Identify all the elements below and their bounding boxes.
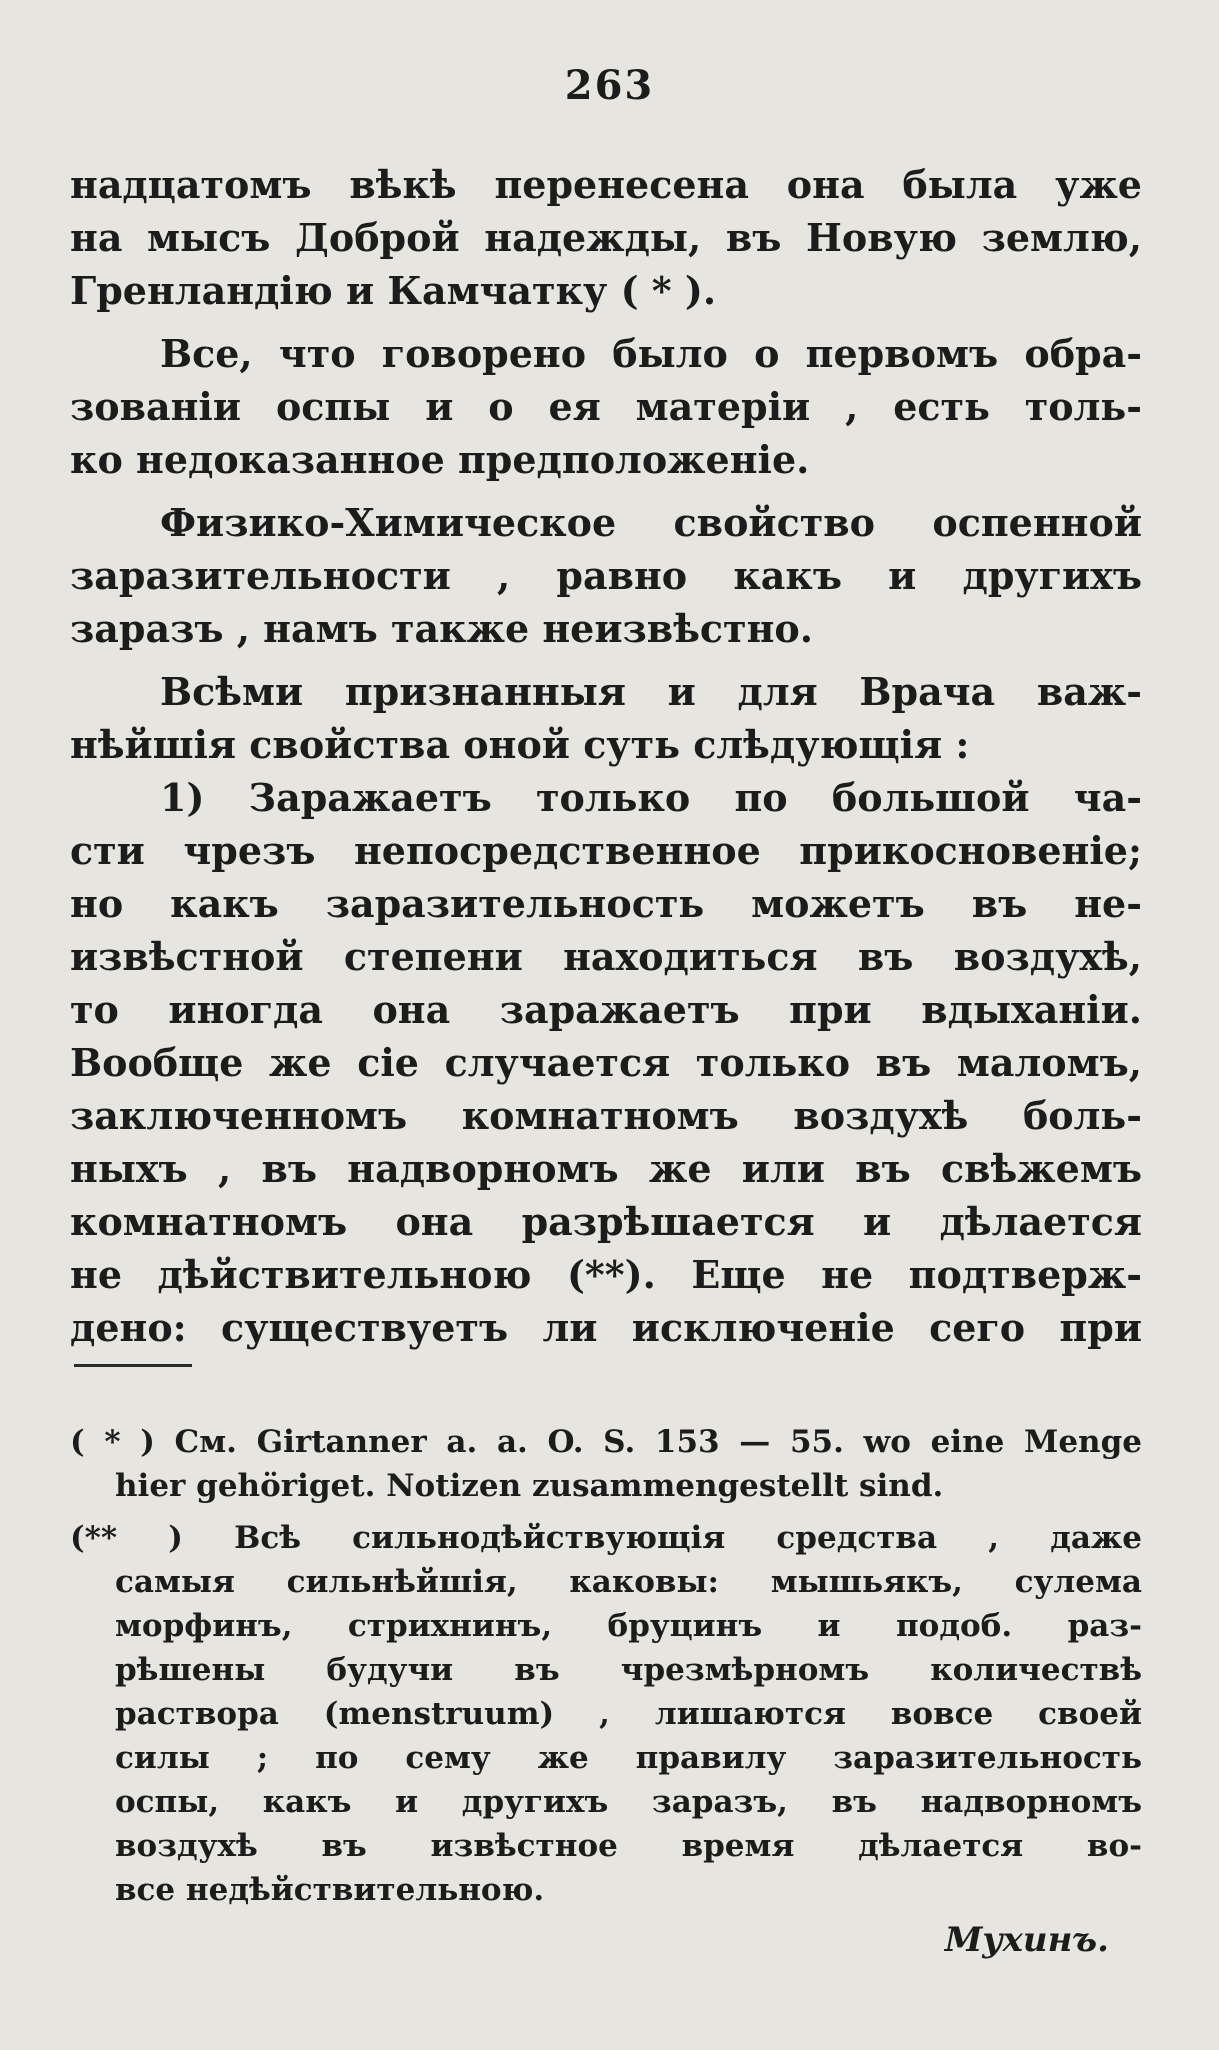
text-line: ко недоказанное предположеніе. bbox=[70, 437, 810, 482]
text-line: не дѣйствительною (**). Еще не подтверж- bbox=[70, 1252, 1142, 1297]
footnote-line: раствора (menstruum) , лишаются вовсе своей bbox=[115, 1696, 1142, 1732]
footnote-line: ( * ) См. Girtanner a. a. O. S. 153 — 55. wo eine Menge bbox=[70, 1424, 1142, 1460]
author-signature: Мухинъ. bbox=[944, 1920, 1109, 1960]
text-line: извѣстной степени находиться въ воздухѣ, bbox=[70, 934, 1142, 979]
footnote-line: морфинъ, стрихнинъ, бруцинъ и подоб. раз- bbox=[115, 1608, 1142, 1644]
paragraph bbox=[70, 665, 1142, 771]
footnote-line: рѣшены будучи въ чрезмѣрномъ количествѣ bbox=[115, 1652, 1142, 1688]
footnote-line: оспы, какъ и другихъ заразъ, въ надворномъ bbox=[115, 1784, 1142, 1820]
main-text bbox=[70, 158, 1142, 1354]
footnote-line: hier gehöriget. Notizen zusammengestellt sind. bbox=[115, 1468, 944, 1504]
text-line: заключенномъ комнатномъ воздухѣ боль- bbox=[70, 1093, 1142, 1138]
paragraph bbox=[70, 496, 1142, 655]
footnote-line: силы ; по сему же правилу заразительность bbox=[115, 1740, 1142, 1776]
text-line: заразительности , равно какъ и другихъ bbox=[70, 553, 1142, 598]
text-line: надцатомъ вѣкѣ перенесена она была уже bbox=[70, 162, 1142, 207]
footnote-line: воздухѣ въ извѣстное время дѣлается во- bbox=[115, 1828, 1142, 1864]
footnotes bbox=[70, 1420, 1142, 1920]
text-line: дено: существуетъ ли исключеніе сего при bbox=[70, 1305, 1142, 1350]
footnote-line: все недѣйствительною. bbox=[115, 1872, 545, 1908]
footnote-line: самыя сильнѣйшія, каковы: мышьякъ, сулема bbox=[115, 1564, 1142, 1600]
text-line: Гренландію и Камчатку ( * ). bbox=[70, 268, 717, 313]
text-line: Все, что говорено было о первомъ обра- bbox=[160, 331, 1142, 376]
text-line: Физико-Химическое свойство оспенной bbox=[160, 500, 1142, 545]
text-line: 1) Заражаетъ только по большой ча- bbox=[160, 775, 1142, 820]
text-line: то иногда она заражаетъ при вдыханіи. bbox=[70, 987, 1142, 1032]
text-line: заразъ , намъ также неизвѣстно. bbox=[70, 606, 813, 651]
paragraph bbox=[70, 158, 1142, 317]
footnote bbox=[70, 1516, 1142, 1912]
paragraph bbox=[70, 771, 1142, 1354]
paragraph bbox=[70, 327, 1142, 486]
text-line: на мысъ Доброй надежды, въ Новую землю, bbox=[70, 215, 1142, 260]
text-line: сти чрезъ непосредственное прикосновеніе; bbox=[70, 828, 1142, 873]
text-line: нѣйшія свойства оной суть слѣдующія : bbox=[70, 722, 970, 767]
text-line: зованіи оспы и о ея матеріи , есть толь- bbox=[70, 384, 1142, 429]
footnote-separator bbox=[74, 1364, 192, 1367]
text-line: ныхъ , въ надворномъ же или въ свѣжемъ bbox=[70, 1146, 1142, 1191]
footnote-line: (** ) Всѣ сильнодѣйствующія средства , даже bbox=[70, 1520, 1142, 1556]
text-line: комнатномъ она разрѣшается и дѣлается bbox=[70, 1199, 1142, 1244]
footnote bbox=[70, 1420, 1142, 1508]
text-line: Вообще же сіе случается только въ маломъ, bbox=[70, 1040, 1142, 1085]
page-number: 263 bbox=[564, 62, 655, 109]
text-line: Всѣми признанныя и для Врача важ- bbox=[160, 669, 1142, 714]
text-line: но какъ заразительность можетъ въ не- bbox=[70, 881, 1142, 926]
